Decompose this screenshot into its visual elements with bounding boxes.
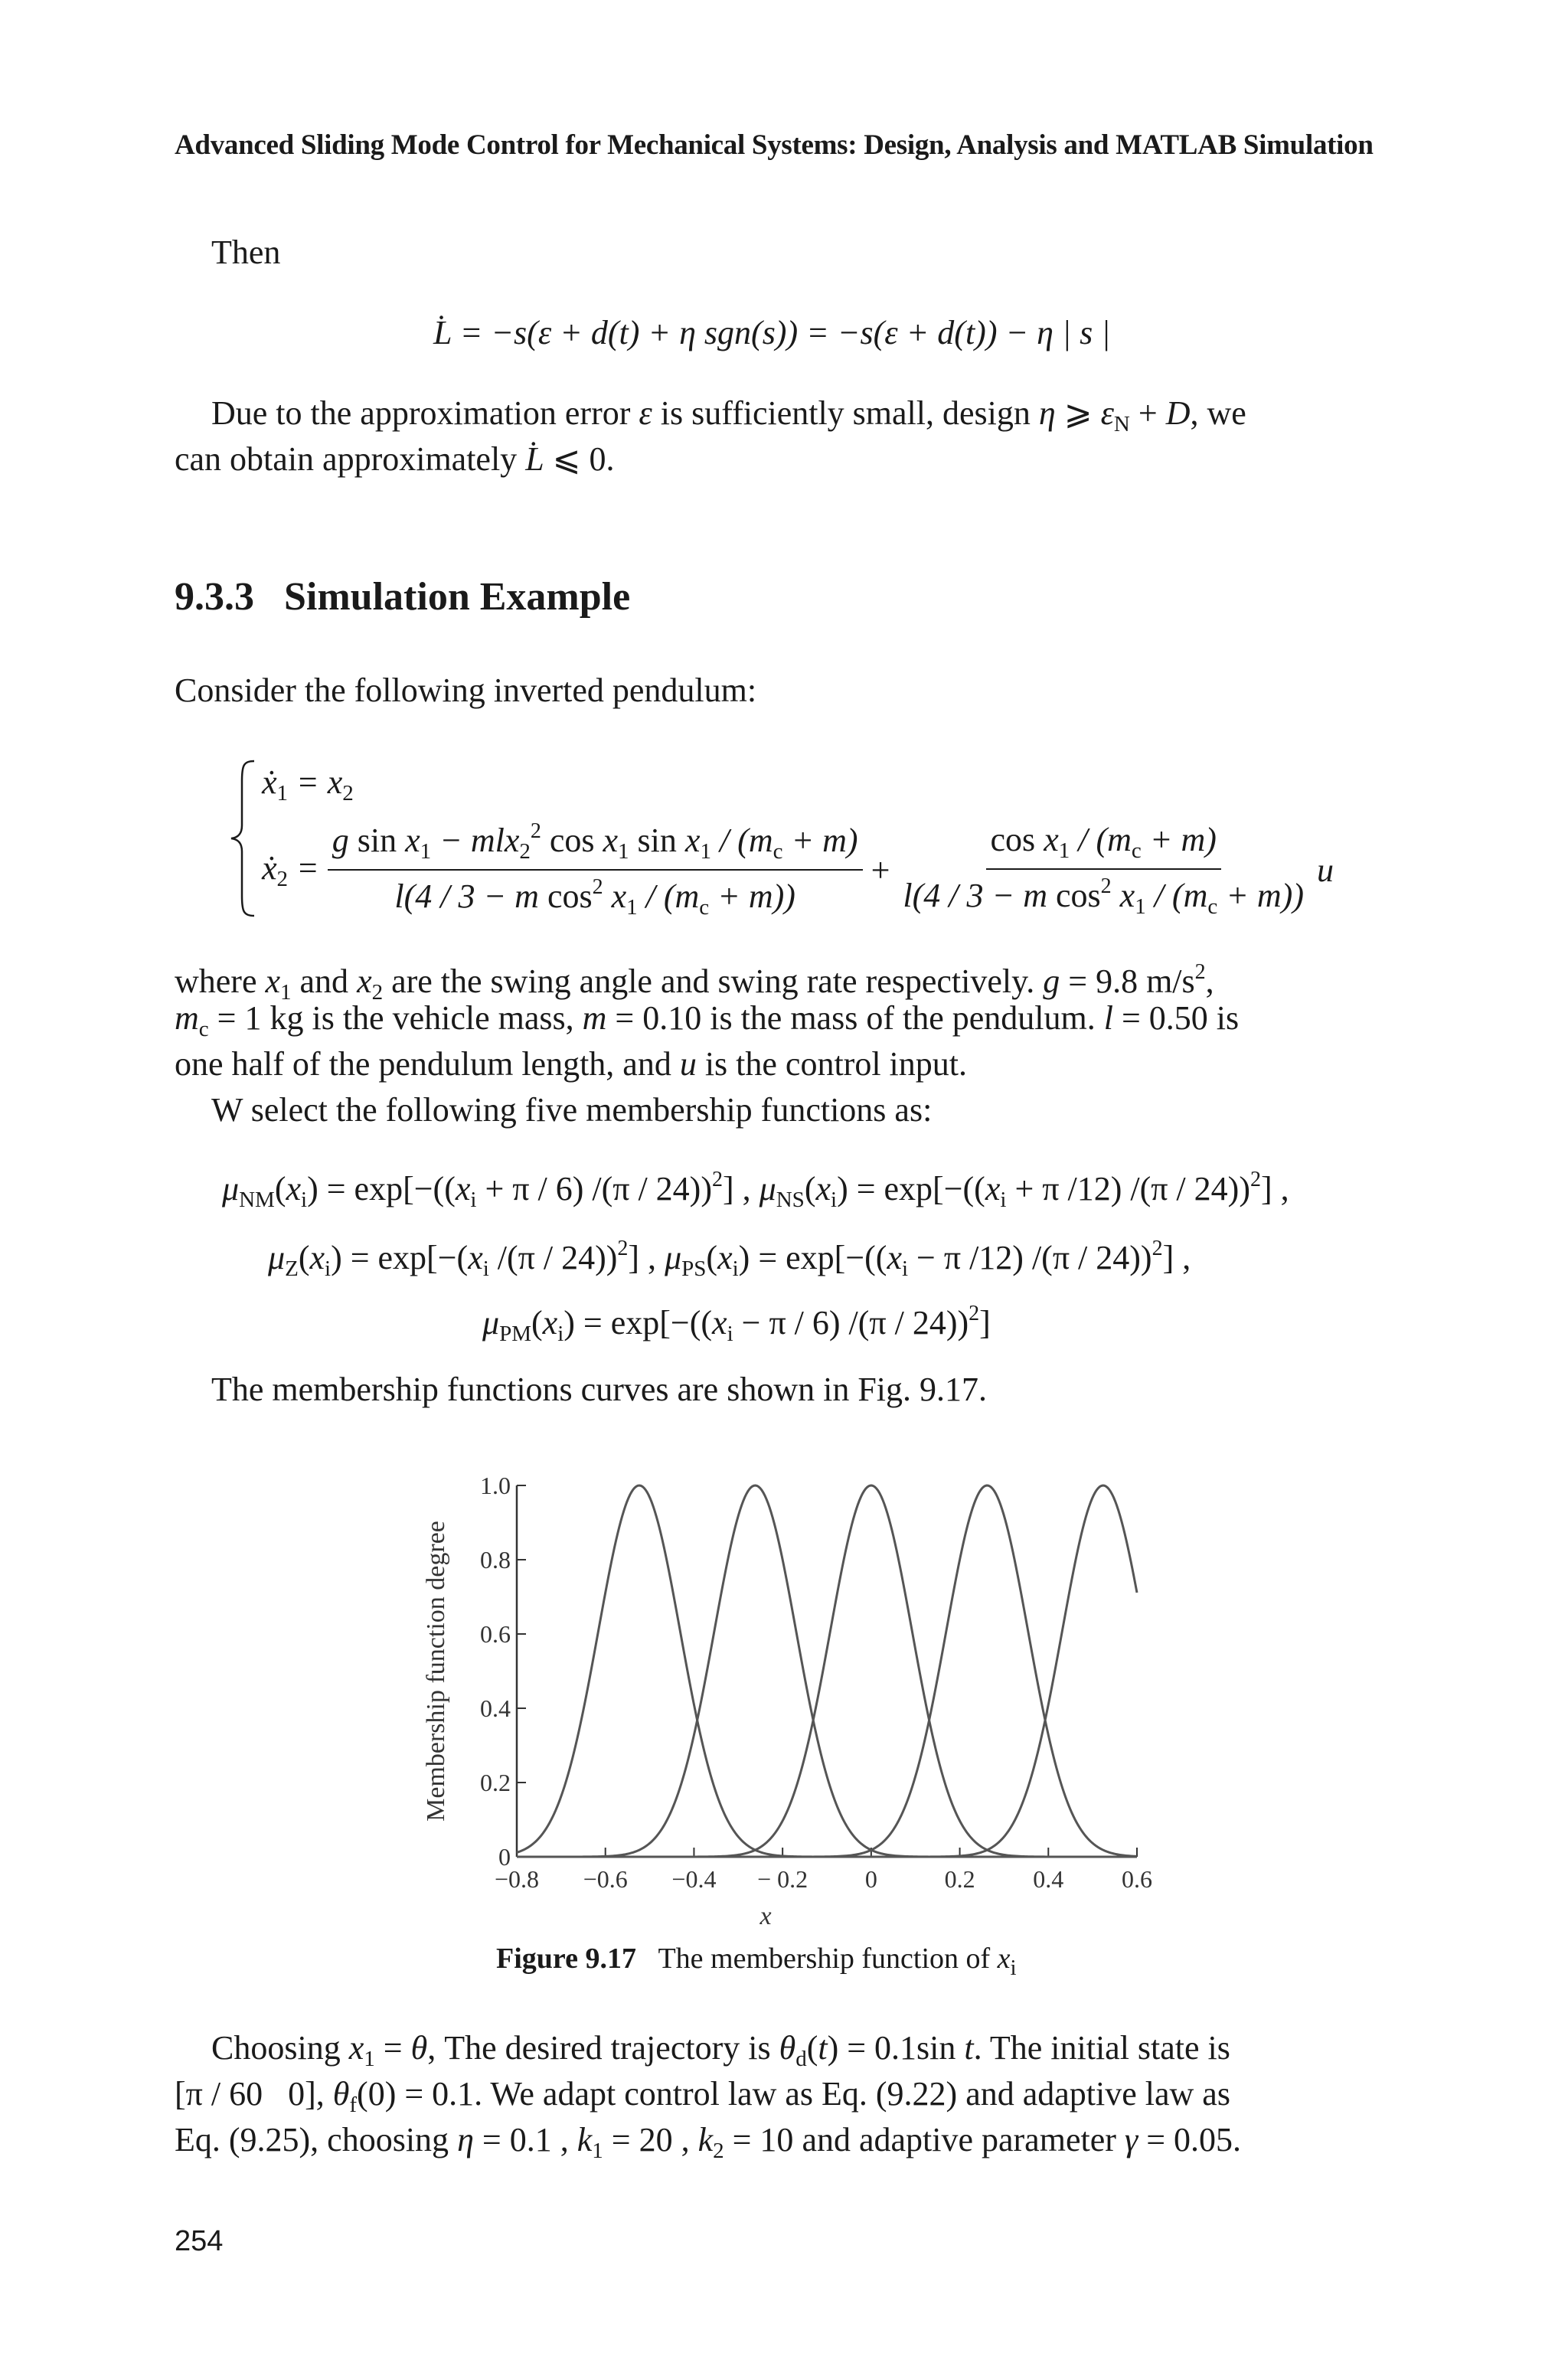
mf-curve-ns — [517, 1485, 1137, 1857]
mf-curve-pm — [517, 1485, 1137, 1857]
where-line-1: where $x_1$ and $x_2$ are the swing angle and swing rate respectively. g = 9.8 $m/s^2$, — [175, 960, 1214, 1005]
x-tick-label: − 0.2 — [757, 1865, 808, 1893]
page-number: 254 — [175, 2225, 224, 2257]
figure-label: Figure 9.17 — [496, 1943, 636, 1975]
where-line-3: one half of the pendulum length, and u is the control input. — [175, 1045, 968, 1083]
approx-error-line-1: Due to the approximation error ε is sufficiently small, design η ⩾ $\varepsilon_N + D$, we — [211, 394, 1246, 436]
section-heading: 9.3.3 Simulation Example — [175, 575, 631, 619]
y-tick-label: 0.8 — [480, 1546, 511, 1573]
membership-chart — [413, 1470, 1171, 1937]
system-equation-1: ẋ$_1$ = $x_2$ — [262, 763, 354, 806]
lyapunov-equation: L̇ = −s(ε + d(t) + η sgn(s)) = −s(ε + d(t)) − η | s | — [433, 314, 1111, 351]
approx-error-line-2: can obtain approximately L̇ ⩽ 0. — [175, 440, 615, 478]
mf-curve-ps — [517, 1485, 1137, 1857]
curves-text: The membership functions curves are shown in Fig. 9.17. — [211, 1371, 988, 1408]
y-tick-label: 1.0 — [480, 1472, 511, 1499]
y-tick-label: 0.4 — [480, 1694, 511, 1722]
closing-line-1: Choosing $x_1 = \theta$, The desired trajectory is $\theta_d(t) = 0.1\sin$ t. The initial state is — [211, 2029, 1230, 2071]
membership-eq-z-ps: $\mu_Z(x_i) = \exp[-(x_i$ /(π / 24))$^2$] , $\mu_{PS}(x_i) = \exp[-((x_i - \pi$ /12) /(π / 24))$^2$] , — [268, 1237, 1191, 1281]
x-tick-label: 0.2 — [944, 1865, 975, 1893]
x-axis-label: x — [760, 1902, 772, 1930]
membership-eq-pm: $\mu_{PM}(x_i) = \exp[-((x_i - \pi / 6)$ /(π / 24))$^2$] — [482, 1302, 991, 1346]
y-axis-label: Membership function degree — [422, 1521, 450, 1822]
consider-text: Consider the following inverted pendulum: — [175, 672, 757, 709]
mf-curve-z — [517, 1485, 1137, 1857]
y-tick-label: 0.6 — [480, 1620, 511, 1648]
y-tick-label: 0.2 — [480, 1769, 511, 1796]
y-tick-label: 0 — [498, 1843, 511, 1871]
then-text: Then — [211, 234, 281, 271]
x-tick-label: 0.4 — [1033, 1865, 1064, 1893]
system-equation-2: ẋ$_2$ = $\frac{g \sin x_1 - mlx_2^2 \cos x_1 \sin x_1 / (m_c + m)}{l(4 / 3 - m \cos^2 x_1 / (m_c + m))}$ + $\frac{\cos x_1 / (m_c + m)}{l(4 / 3 - m \cos^2 x_1 / (m_c + m))}$ u — [262, 819, 1334, 920]
figure-caption: Figure 9.17 The membership function of $x_i$ — [496, 1943, 1017, 1980]
closing-line-2: [π / 60 0], $\theta_f(0) = 0.1$. We adapt control law as Eq. (9.22) and adaptive law as — [175, 2075, 1230, 2117]
membership-eq-nm-ns: $\mu_{NM}(x_i) = \exp[-((x_i + \pi / 6)$ /(π / 24))$^2$] , $\mu_{NS}(x_i) = \exp[-((x_i + \pi$ /12) /(π / 24))$^2$] , — [222, 1168, 1289, 1212]
closing-line-3: Eq. (9.25), choosing η = 0.1 , $k_1 = 20$ , $k_2 = 10$ and adaptive parameter γ = 0.05. — [175, 2121, 1242, 2163]
mf-curve-nm — [517, 1485, 1137, 1857]
x-tick-label: 0.6 — [1122, 1865, 1152, 1893]
running-header: Advanced Sliding Mode Control for Mechanical Systems: Design, Analysis and MATLAB Simulation — [175, 129, 1374, 161]
x-tick-label: −0.8 — [494, 1865, 540, 1893]
x-tick-label: −0.6 — [583, 1865, 628, 1893]
x-tick-label: 0 — [864, 1865, 877, 1893]
x-tick-label: −0.4 — [671, 1865, 717, 1893]
select-text: W select the following five membership functions as: — [211, 1091, 933, 1129]
system-brace — [228, 758, 259, 919]
where-line-2: $m_c = 1$ kg is the vehicle mass, m = 0.10 is the mass of the pendulum. l = 0.50 is — [175, 999, 1240, 1041]
